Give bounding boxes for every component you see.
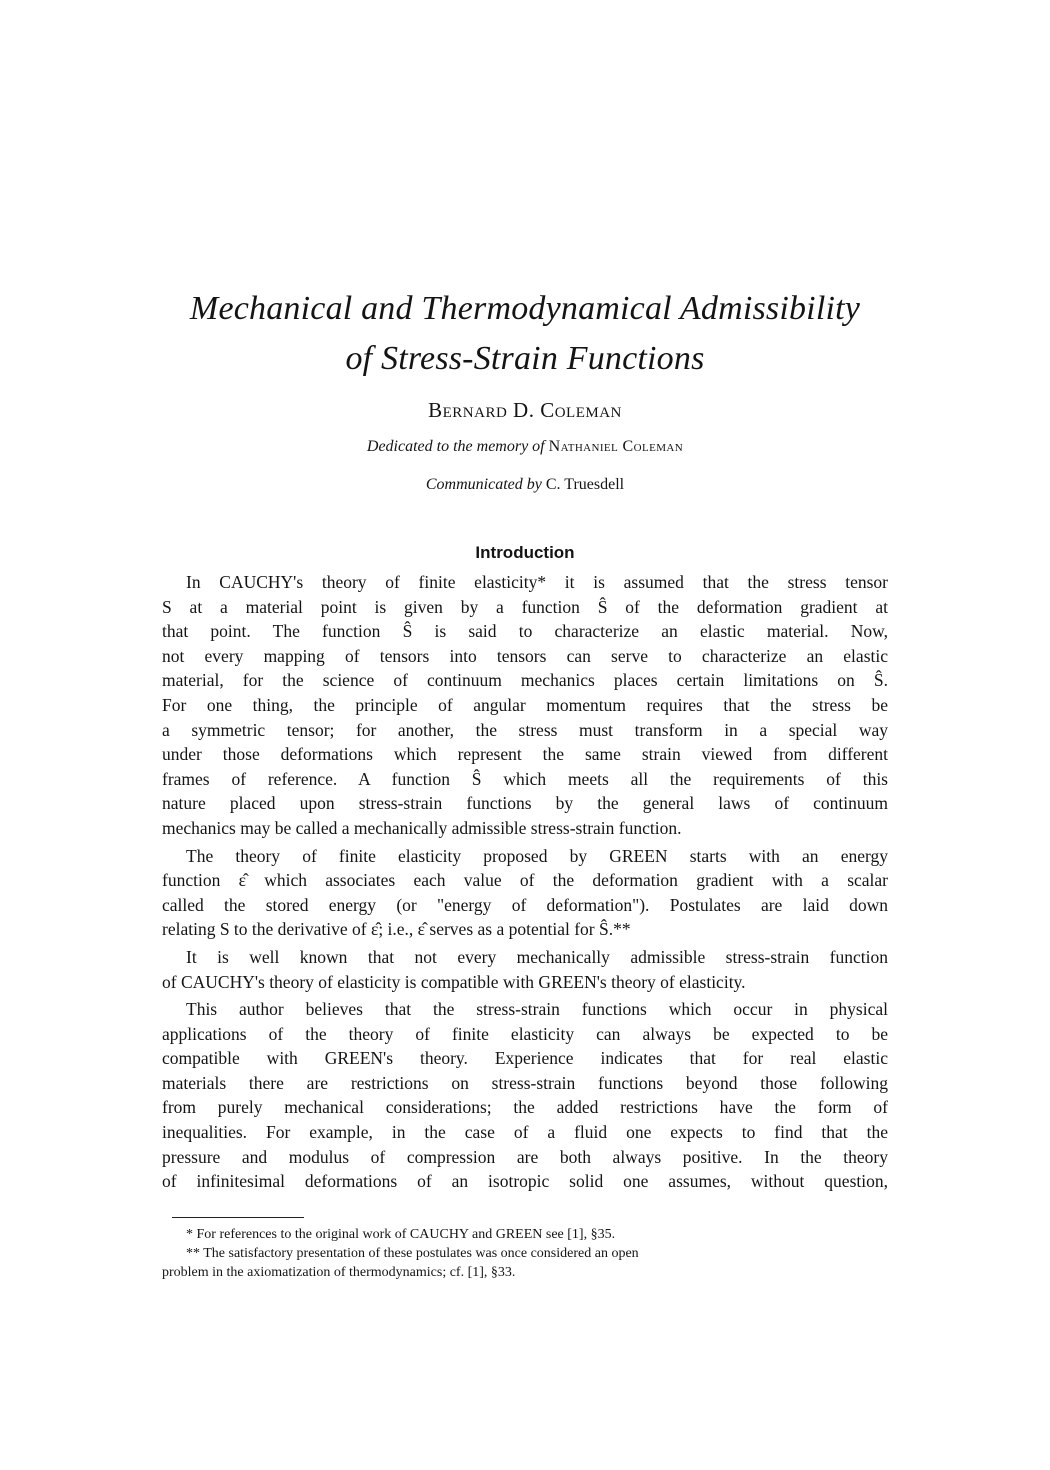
communicated-prefix: Communicated by xyxy=(425,476,542,493)
paper-title-line-1: Mechanical and Thermodynamical Admissibility xyxy=(189,290,861,327)
text-line: In CAUCHY's theory of finite elasticity* it is assumed that the stress tensor xyxy=(186,572,888,592)
communicated-by xyxy=(0,476,1050,494)
communicated-name: C. Truesdell xyxy=(545,476,625,493)
text-line: compatible with GREEN's theory. Experience indicates that for real elastic xyxy=(162,1048,888,1069)
text-line: that point. The function Ŝ is said to characterize an elastic material. Now, xyxy=(162,621,888,642)
author-name: Bernard D. Coleman xyxy=(428,398,622,422)
text-line: This author believes that the stress-strain functions which occur in physical xyxy=(186,999,888,1020)
text-line: of infinitesimal deformations of an isotropic solid one assumes, without question, xyxy=(162,1171,888,1192)
dedication xyxy=(0,438,1050,456)
text-line: from purely mechanical considerations; the added restrictions have the form of xyxy=(162,1097,888,1118)
footnote-2-line-1: ** The satisfactory presentation of these postulates was once considered an open xyxy=(186,1246,639,1261)
text-line: under those deformations which represent the same strain viewed from different xyxy=(162,744,888,765)
footnote-1: * For references to the original work of CAUCHY and GREEN see [1], §35. xyxy=(186,1227,616,1242)
text-line: mechanics may be called a mechanically admissible stress-strain function. xyxy=(162,817,682,838)
section-heading-introduction: Introduction xyxy=(475,543,575,562)
text-line: materials there are restrictions on stress-strain functions beyond those following xyxy=(162,1072,888,1093)
text-line: function ε̂ which associates each value of the deformation gradient with a scalar xyxy=(162,870,888,891)
text-line: It is well known that not every mechanically admissible stress-strain function xyxy=(186,946,888,967)
paragraph-2 xyxy=(162,844,888,942)
paragraph-3 xyxy=(162,945,888,994)
paragraph-4 xyxy=(162,997,888,1194)
text-line: The theory of finite elasticity proposed by GREEN starts with an energy xyxy=(186,845,888,866)
text-line: material, for the science of continuum mechanics places certain limitations on Ŝ. xyxy=(162,670,888,691)
text-line: pressure and modulus of compression are both always positive. In the theory xyxy=(162,1146,888,1167)
text-line: S at a material point is given by a function Ŝ of the deformation gradient at xyxy=(162,596,888,617)
footnote-divider xyxy=(172,1217,304,1218)
footnotes xyxy=(162,1225,888,1282)
text-line: inequalities. For example, in the case of a fluid one expects to find that the xyxy=(162,1122,888,1143)
paragraph-1 xyxy=(162,570,888,841)
footnote-2-line-2: problem in the axiomatization of thermodynamics; cf. [1], §33. xyxy=(162,1265,516,1280)
dedication-prefix: Dedicated to the memory of xyxy=(366,438,545,455)
text-line: relating S to the derivative of ε̂; i.e., ε̂ serves as a potential for Ŝ.** xyxy=(162,919,631,940)
text-line: For one thing, the principle of angular momentum requires that the stress be xyxy=(162,694,888,715)
body-text xyxy=(162,570,888,1194)
dedication-name: Nathaniel Coleman xyxy=(548,438,684,455)
text-line: called the stored energy (or "energy of deformation"). Postulates are laid down xyxy=(162,894,888,915)
text-line: of CAUCHY's theory of elasticity is compatible with GREEN's theory of elasticity. xyxy=(162,971,746,992)
text-line: not every mapping of tensors into tensors can serve to characterize an elastic xyxy=(162,645,888,666)
text-line: applications of the theory of finite elasticity can always be expected to be xyxy=(162,1023,888,1044)
text-line: frames of reference. A function Ŝ which meets all the requirements of this xyxy=(162,768,888,789)
text-line: nature placed upon stress-strain functions by the general laws of continuum xyxy=(162,793,888,814)
text-line: a symmetric tensor; for another, the stress must transform in a special way xyxy=(162,719,888,740)
paper-title-line-2: of Stress-Strain Functions xyxy=(345,340,705,377)
